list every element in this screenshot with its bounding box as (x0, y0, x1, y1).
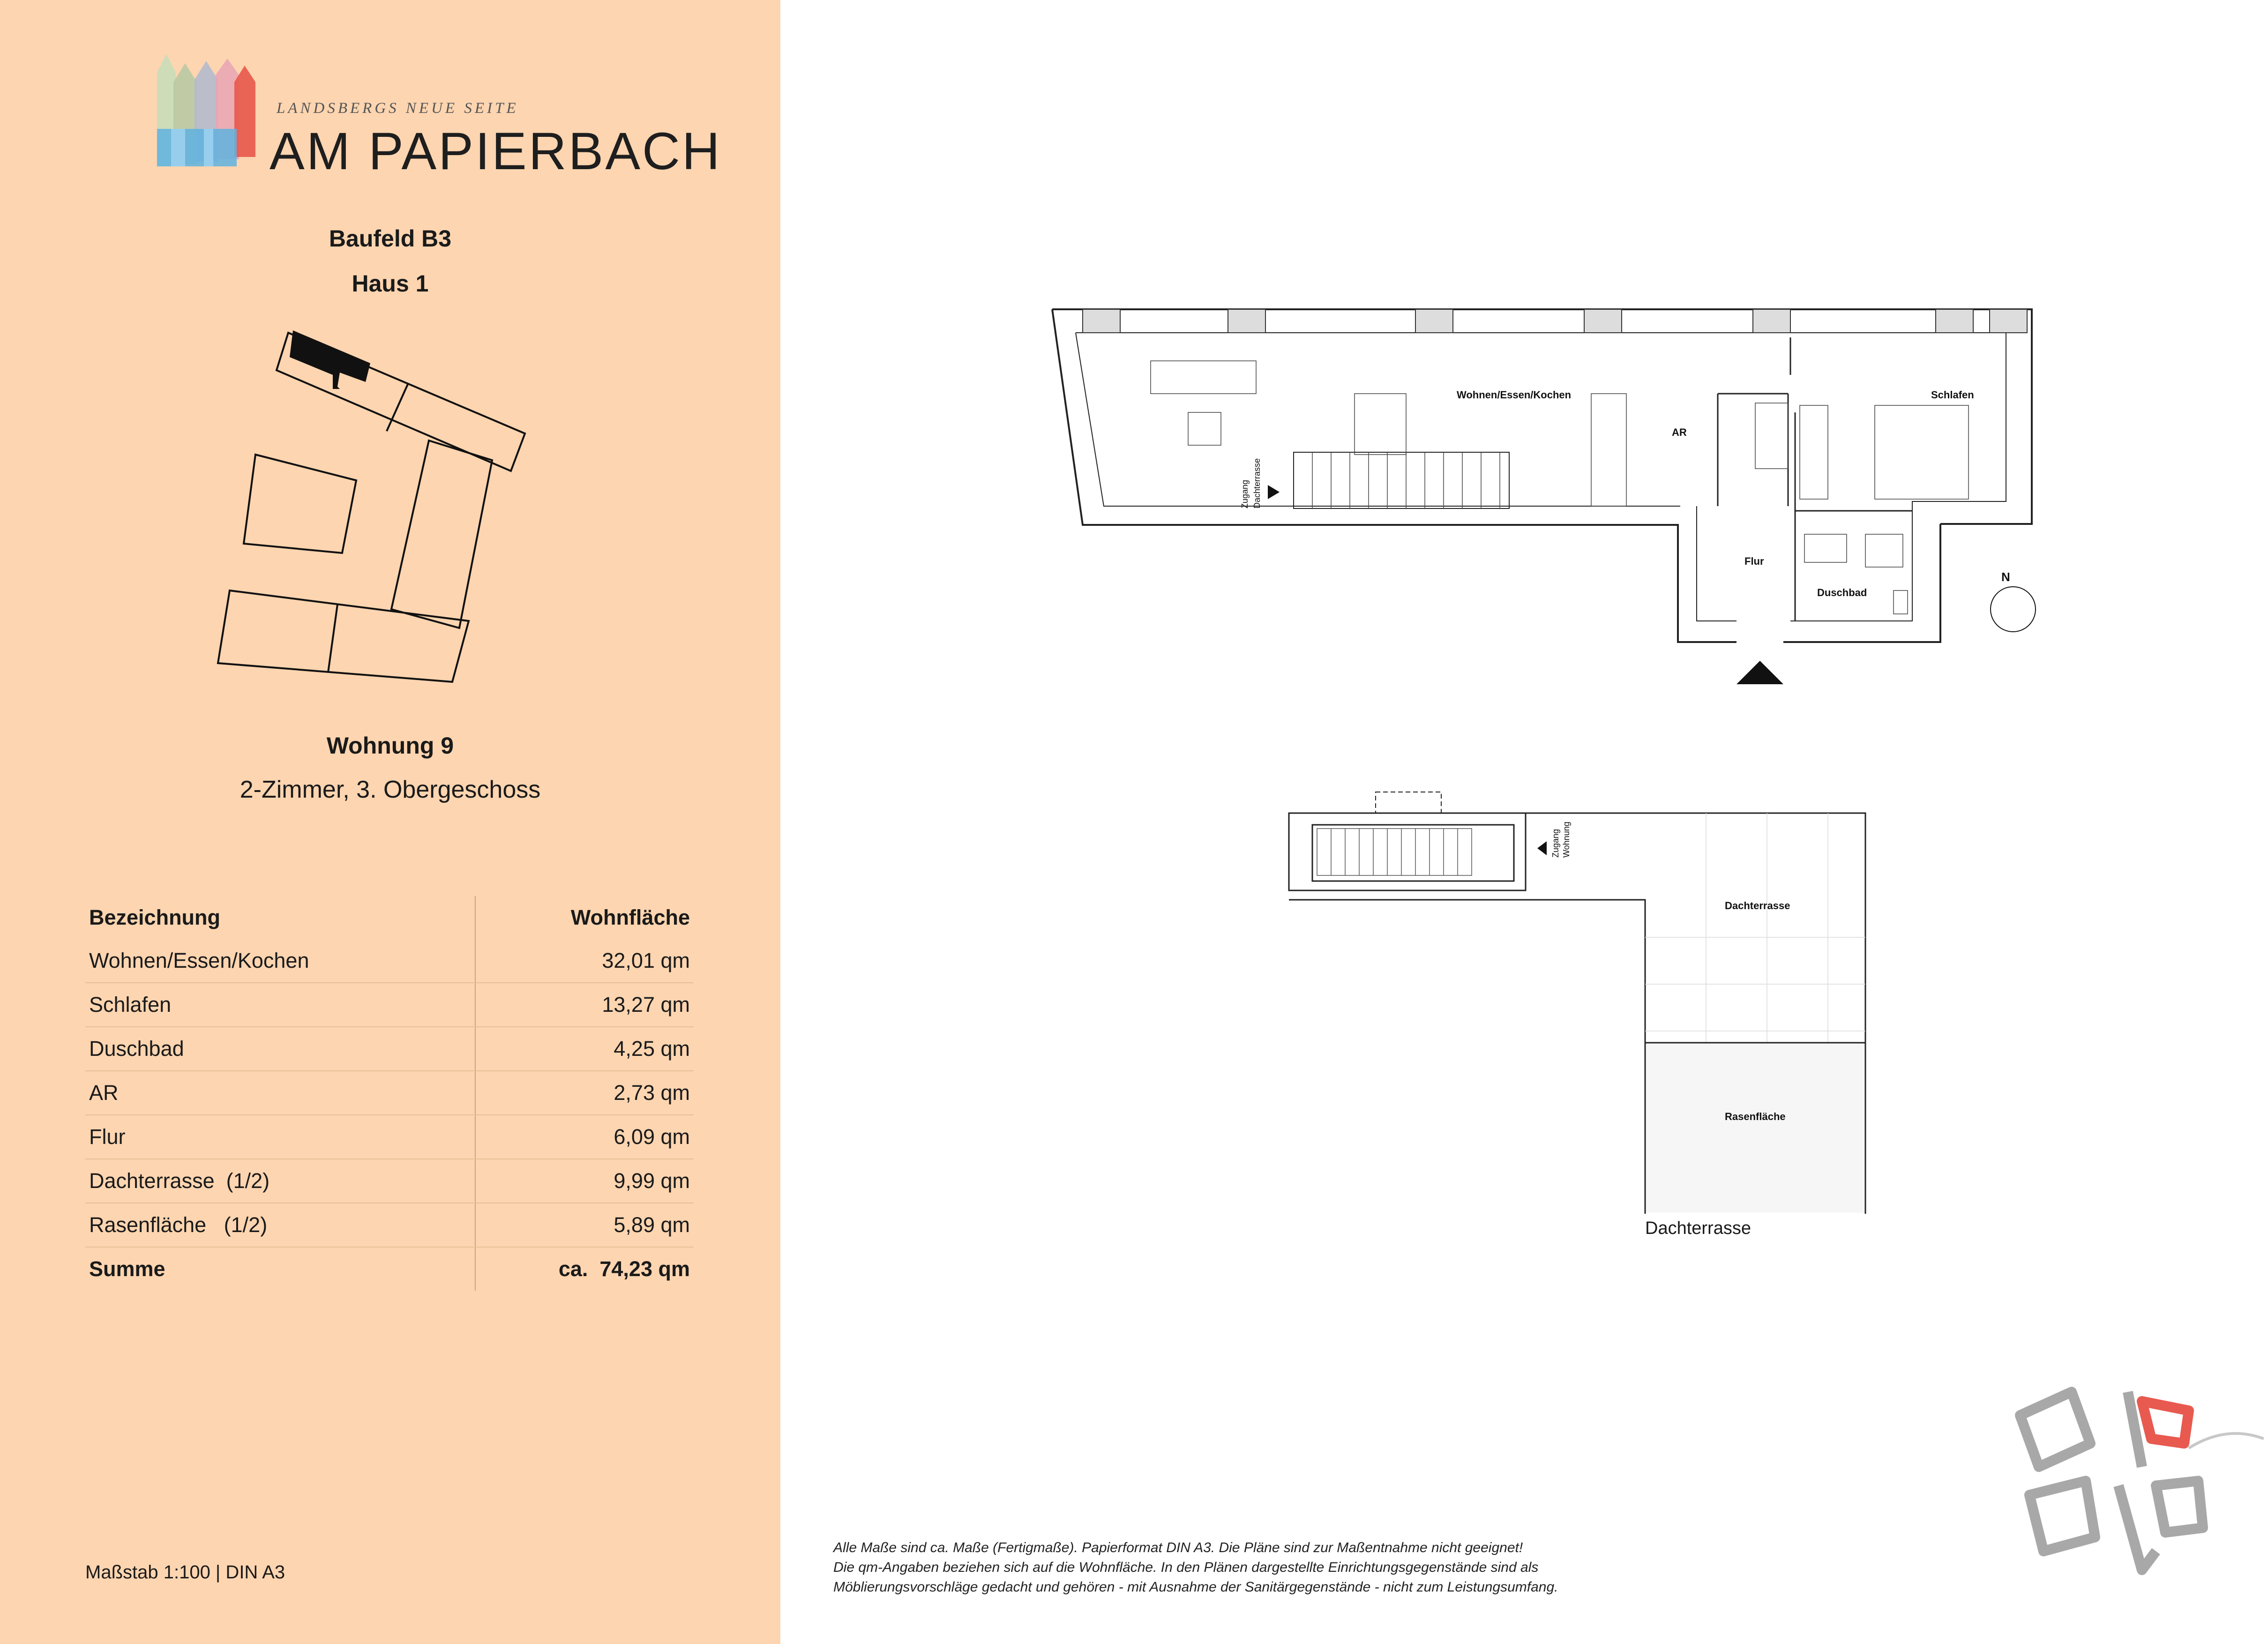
label-living: Wohnen/Essen/Kochen (1457, 389, 1572, 401)
terrace-caption: Dachterrasse (1645, 1218, 1751, 1238)
apartment-title: Wohnung 9 (326, 732, 454, 759)
quarter-map-icon (2001, 1373, 2264, 1598)
scale-note: Maßstab 1:100 | DIN A3 (85, 1562, 285, 1583)
area-table (85, 896, 694, 1291)
table-row (85, 1071, 694, 1115)
table-header-row (85, 896, 694, 939)
logo-tagline: LANDSBERGS NEUE SEITE (277, 100, 519, 117)
disclaimer-line: Möblierungsvorschläge gedacht und gehören - mit Ausnahme der Sanitärgegenstände - nicht zum Leistungsumfang. (833, 1579, 1558, 1595)
table-sum-row (85, 1247, 694, 1291)
stair-arrow-icon (1268, 485, 1280, 499)
label-access-2: Wohnung (1562, 822, 1571, 858)
label-terrace: Dachterrasse (1725, 900, 1790, 912)
table-row (85, 1027, 694, 1071)
label-bath: Duschbad (1817, 587, 1867, 598)
disclaimer-line: Die qm-Angaben beziehen sich auf die Wohnfläche. In den Plänen dargestellte Einrichtungsgegenstände sind als (833, 1560, 1539, 1575)
table-row (85, 1159, 694, 1203)
logo-name: AM PAPIERBACH (269, 122, 722, 180)
building-house: Haus 1 (352, 270, 429, 297)
sum-name: Summe (85, 1247, 475, 1291)
logo-houses-icon (152, 54, 260, 171)
row-name: Duschbad (85, 1027, 475, 1071)
sum-area: ca. 74,23 qm (558, 1257, 690, 1281)
row-area: 5,89 qm (475, 1203, 694, 1247)
site-plan-diagram (206, 323, 534, 689)
row-name: Dachterrasse (1/2) (85, 1159, 475, 1203)
row-name: Flur (85, 1115, 475, 1159)
label-storage: AR (1672, 426, 1687, 438)
building-field: Baufeld B3 (329, 225, 452, 252)
north-label: N (2001, 570, 2010, 584)
info-panel (0, 0, 780, 1644)
label-access-1: Zugang (1551, 829, 1560, 858)
row-area: 13,27 qm (475, 983, 694, 1027)
access-arrow-icon (1537, 841, 1547, 855)
table-row (85, 983, 694, 1027)
row-area: 9,99 qm (475, 1159, 694, 1203)
floorplan-diagram (1031, 300, 2062, 689)
row-area: 32,01 qm (475, 939, 694, 983)
row-name: Wohnen/Essen/Kochen (85, 939, 475, 983)
row-area: 2,73 qm (475, 1071, 694, 1115)
row-name: AR (85, 1071, 475, 1115)
disclaimer (833, 1538, 1771, 1597)
label-lawn: Rasenfläche (1725, 1111, 1786, 1122)
label-roof-access-1: Zugang (1240, 479, 1250, 508)
entrance-arrow-icon (1737, 661, 1783, 684)
label-roof-access-2: Dachterrasse (1252, 458, 1262, 508)
label-bedroom: Schlafen (1931, 389, 1974, 401)
apartment-description: 2-Zimmer, 3. Obergeschoss (240, 776, 541, 803)
row-area: 6,09 qm (475, 1115, 694, 1159)
row-name: Schlafen (85, 983, 475, 1027)
table-row (85, 1203, 694, 1247)
row-area: 4,25 qm (475, 1027, 694, 1071)
lawn-area (1646, 1044, 1864, 1213)
label-hall: Flur (1744, 555, 1764, 567)
roof-terrace-plan (1284, 783, 1894, 1223)
header-area: Wohnfläche (570, 905, 690, 929)
north-compass-icon (1991, 570, 2036, 632)
header-name: Bezeichnung (85, 896, 475, 939)
row-name: Rasenfläche (1/2) (85, 1203, 475, 1247)
table-row (85, 939, 694, 983)
table-row (85, 1115, 694, 1159)
disclaimer-line: Alle Maße sind ca. Maße (Fertigmaße). Papierformat DIN A3. Die Pläne sind zur Maßentnahme nicht geeignet! (833, 1540, 1523, 1555)
